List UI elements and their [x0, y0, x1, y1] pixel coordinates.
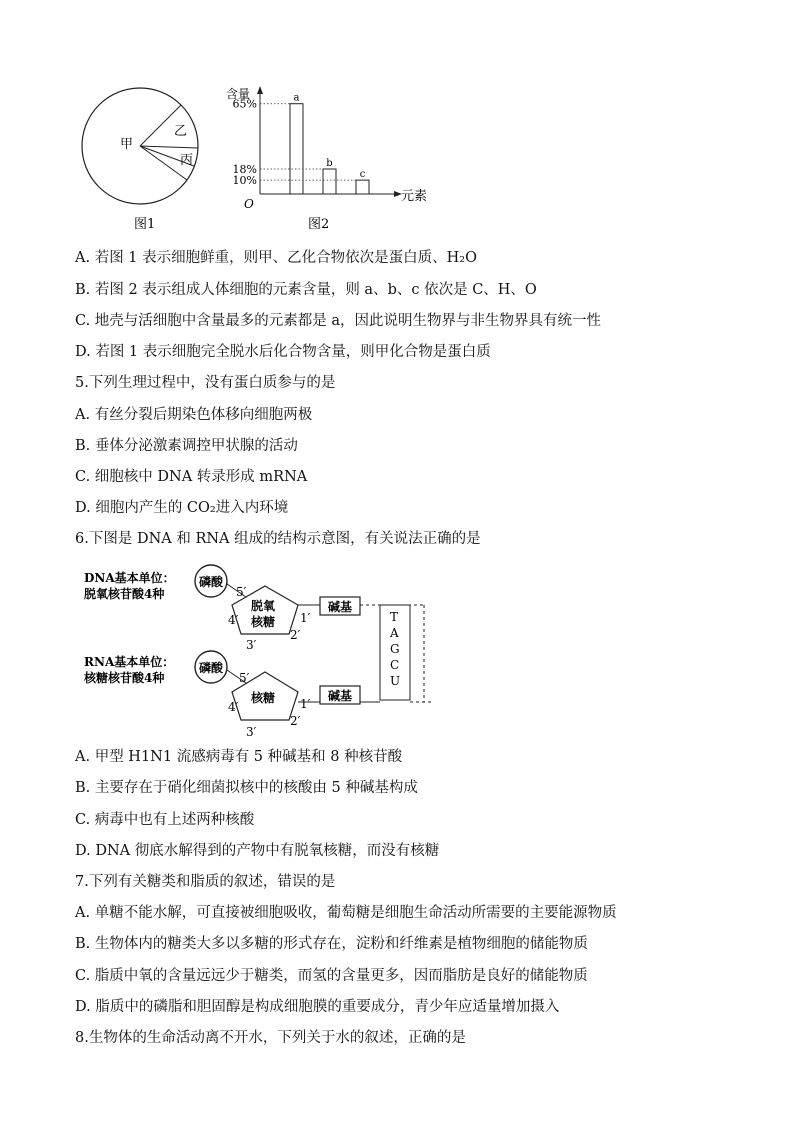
dna-c3: 3′	[246, 638, 257, 652]
rna-phosphate-label: 磷酸	[199, 661, 224, 675]
rna-c4: 4′	[228, 700, 239, 714]
q6-option-a: A. 甲型 H1N1 流感病毒有 5 种碱基和 8 种核苷酸	[75, 749, 403, 765]
q4-option-d: D. 若图 1 表示细胞完全脱水后化合物含量，则甲化合物是蛋白质	[75, 344, 491, 360]
pie-label-jia: 甲	[120, 137, 134, 152]
base-c: C	[390, 658, 400, 672]
q7-option-c: C. 脂质中氧的含量远远少于糖类，而氢的含量更多，因而脂肪是良好的储能物质	[75, 968, 588, 984]
figure-2-caption: 图2	[308, 217, 330, 232]
q7-option-d: D. 脂质中的磷脂和胆固醇是构成细胞膜的重要成分，青少年应适量增加摄入	[75, 999, 560, 1015]
bar-label-c: c	[359, 169, 366, 181]
q5-option-a: A. 有丝分裂后期染色体移向细胞两极	[75, 407, 313, 423]
y-axis-label: 含量	[226, 87, 251, 101]
pie-label-bing: 丙	[180, 153, 194, 168]
q4-option-a: A. 若图 1 表示细胞鲜重，则甲、乙化合物依次是蛋白质、H₂O	[75, 250, 477, 266]
q6-option-d: D. DNA 彻底水解得到的产物中有脱氧核糖，而没有核糖	[75, 843, 440, 859]
q6-option-c: C. 病毒中也有上述两种核酸	[75, 812, 255, 828]
dna-phosphate-label: 磷酸	[199, 575, 224, 589]
pie-label-yi: 乙	[174, 124, 188, 139]
rna-sugar-label: 核糖	[251, 691, 276, 705]
rna-base-label: 碱基	[328, 689, 353, 703]
rna-c5: 5′	[239, 671, 250, 685]
origin-label: O	[244, 197, 254, 211]
dna-c1: 1′	[300, 611, 311, 625]
rna-title-line-1: RNA基本单位：	[84, 655, 175, 669]
rna-c3: 3′	[246, 725, 257, 739]
y-tick-label: 18%	[232, 163, 257, 176]
dna-base-label: 碱基	[328, 600, 353, 614]
dna-title-line-2: 脱氧核苷酸4种	[84, 587, 165, 601]
dna-sugar-label-1: 脱氧	[251, 599, 276, 613]
dna-title-line-1: DNA基本单位：	[84, 571, 175, 585]
q7-option-b: B. 生物体内的糖类大多以多糖的形式存在，淀粉和纤维素是植物细胞的储能物质	[75, 936, 588, 952]
q5-stem: 5.下列生理过程中，没有蛋白质参与的是	[75, 375, 336, 391]
q8-stem: 8.生物体的生命活动离不开水，下列关于水的叙述，正确的是	[75, 1030, 466, 1046]
q7-stem: 7.下列有关糖类和脂质的叙述，错误的是	[75, 874, 336, 890]
bar-c	[356, 180, 369, 194]
bar-label-a: a	[293, 92, 300, 104]
dna-c2: 2′	[290, 628, 301, 642]
dna-rna-diagram	[84, 562, 444, 742]
base-u: U	[390, 674, 401, 688]
base-a: A	[390, 626, 399, 640]
rna-c1: 1′	[300, 697, 311, 711]
q5-option-d: D. 细胞内产生的 CO₂进入内环境	[75, 500, 289, 516]
bar-b	[323, 169, 336, 194]
x-axis-label: 元素	[401, 189, 428, 204]
base-t: T	[390, 610, 399, 624]
dna-sugar-label-2: 核糖	[251, 615, 276, 629]
base-g: G	[390, 642, 400, 656]
q5-option-c: C. 细胞核中 DNA 转录形成 mRNA	[75, 469, 308, 485]
figure-1-caption: 图1	[134, 217, 156, 232]
y-tick-label: 65%	[232, 97, 257, 111]
q4-option-c: C. 地壳与活细胞中含量最多的元素都是 a，因此说明生物界与非生物界具有统一性	[75, 313, 602, 329]
rna-c2: 2′	[290, 714, 301, 728]
figure-2-bar-chart	[218, 84, 438, 234]
dna-c5: 5′	[236, 585, 247, 599]
q6-option-b: B. 主要存在于硝化细菌拟核中的核酸由 5 种碱基构成	[75, 780, 418, 796]
q6-stem: 6.下图是 DNA 和 RNA 组成的结构示意图，有关说法正确的是	[75, 531, 481, 547]
y-tick-label: 10%	[232, 174, 257, 188]
q7-option-a: A. 单糖不能水解，可直接被细胞吸收，葡萄糖是细胞生命活动所需要的主要能源物质	[75, 905, 617, 921]
pie-sector-line	[140, 146, 198, 148]
y-axis-arrow	[257, 86, 263, 94]
q5-option-b: B. 垂体分泌激素调控甲状腺的活动	[75, 438, 298, 454]
dna-c4: 4′	[228, 613, 239, 627]
figure-1-pie	[78, 84, 213, 234]
rna-title-line-2: 核糖核苷酸4种	[84, 671, 165, 685]
bar-label-b: b	[326, 158, 333, 169]
q4-option-b: B. 若图 2 表示组成人体细胞的元素含量，则 a、b、c 依次是 C、H、O	[75, 282, 537, 298]
